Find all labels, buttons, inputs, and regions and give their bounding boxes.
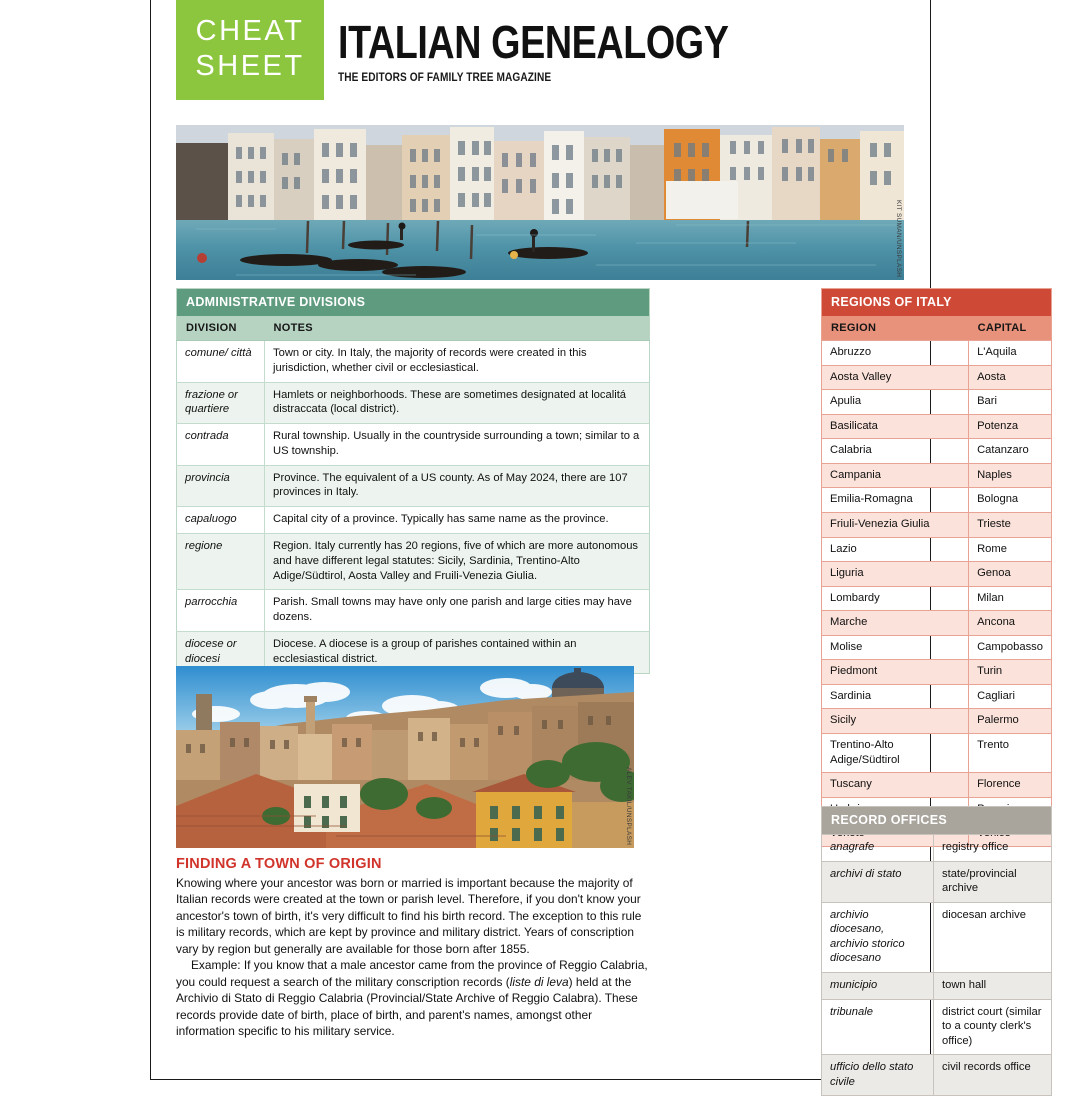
article-paragraph-2 <box>176 957 652 1039</box>
table-row <box>177 424 650 466</box>
table-row <box>822 861 1052 902</box>
region-name: Trentino-Alto Adige/Südtirol <box>822 734 969 773</box>
table-row <box>177 341 650 383</box>
region-name: Marche <box>822 611 969 636</box>
table-row <box>822 773 1052 798</box>
region-capital: L'Aquila <box>969 341 1052 366</box>
para2-italic-term: liste di leva <box>509 974 569 989</box>
table-row <box>822 684 1052 709</box>
article-section <box>176 856 652 1040</box>
admin-term: regione <box>177 534 265 590</box>
admin-note: Province. The equivalent of a US county. As of May 2024, there are 107 provinces in Italy. <box>265 465 650 507</box>
table-row <box>822 972 1052 999</box>
page-title: ITALIAN GENEALOGY <box>338 16 729 68</box>
region-capital: Palermo <box>969 709 1052 734</box>
regions-col-capital: CAPITAL <box>969 316 1052 341</box>
table-title-row <box>822 807 1052 835</box>
region-capital: Potenza <box>969 414 1052 439</box>
region-name: Sardinia <box>822 684 969 709</box>
table-row <box>822 635 1052 660</box>
admin-note: Rural township. Usually in the countryside surrounding a town; similar to a US township. <box>265 424 650 466</box>
region-name: Campania <box>822 463 969 488</box>
table-row <box>822 341 1052 366</box>
admin-note: Hamlets or neighborhoods. These are sometimes designated at localitá distraccata (local district). <box>265 382 650 424</box>
region-capital: Genoa <box>969 562 1052 587</box>
table-header-row <box>177 316 650 341</box>
article-paragraph-1: Knowing where your ancestor was born or married is important because the majority of Italian records were created at the town or parish level. Therefore, if you don't know your ancestor's town of birth, it's very difficult to find his birth record. The exception to this rule is military records, which are kept by province and military district. Years of conscription vary by region but generally are available for those born after 1855. <box>176 876 642 956</box>
admin-table-title: ADMINISTRATIVE DIVISIONS <box>177 289 650 317</box>
table-row <box>177 534 650 590</box>
office-term: ufficio dello stato civile <box>822 1055 934 1096</box>
badge-line-2: SHEET <box>195 50 305 82</box>
region-capital: Rome <box>969 537 1052 562</box>
region-name: Tuscany <box>822 773 969 798</box>
region-capital: Milan <box>969 586 1052 611</box>
table-row <box>822 365 1052 390</box>
table-title-row <box>822 289 1052 317</box>
cheat-sheet-badge <box>176 0 324 100</box>
admin-note: Region. Italy currently has 20 regions, five of which are more autonomous and have different legal statutes: Sicily, Sardinia, Trentino-Alto Adige/Südtirol, Aosta Valley and Fruili-Venezia Giulia. <box>265 534 650 590</box>
region-name: Apulia <box>822 390 969 415</box>
region-capital: Turin <box>969 660 1052 685</box>
region-capital: Florence <box>969 773 1052 798</box>
region-name: Aosta Valley <box>822 365 969 390</box>
region-name: Emilia-Romagna <box>822 488 969 513</box>
table-row <box>822 512 1052 537</box>
table-row <box>822 709 1052 734</box>
table-row <box>822 414 1052 439</box>
venice-photo-credit: KIT SUMAN/UNSPLASH <box>895 199 902 277</box>
regions-table-title: REGIONS OF ITALY <box>822 289 1052 317</box>
office-term: municipio <box>822 972 934 999</box>
record-offices-table <box>821 806 1052 1096</box>
table-row <box>177 382 650 424</box>
hill-town-photo-art <box>176 666 634 848</box>
italian-hill-town-photo <box>176 666 634 848</box>
article-heading: FINDING A TOWN OF ORIGIN <box>176 856 382 872</box>
admin-term: frazione or quartiere <box>177 382 265 424</box>
table-row <box>822 999 1052 1055</box>
admin-term: contrada <box>177 424 265 466</box>
table-row <box>822 562 1052 587</box>
table-row <box>822 1055 1052 1096</box>
office-meaning: town hall <box>934 972 1052 999</box>
table-row <box>177 465 650 507</box>
admin-note: Capital city of a province. Typically has same name as the province. <box>265 507 650 534</box>
admin-term: provincia <box>177 465 265 507</box>
admin-term: comune/ città <box>177 341 265 383</box>
siena-photo-credit: ALEV TAKIL/UNSPLASH <box>625 766 632 845</box>
para2-part-b: ) held at the Archivio di Stato di Reggio Calabria (Provincial/State Archive of Reggio Calabra). These records provide date of birth, place of birth, and parent's names, amongst other information specific to his military service. <box>176 974 638 1039</box>
office-meaning: state/provincial archive <box>934 861 1052 902</box>
badge-line-1: CHEAT <box>195 14 305 47</box>
region-capital: Trento <box>969 734 1052 773</box>
table-title-row <box>177 289 650 317</box>
table-row <box>822 902 1052 972</box>
region-capital: Ancona <box>969 611 1052 636</box>
administrative-divisions-table <box>176 288 650 674</box>
cheat-sheet-page <box>150 0 1043 1088</box>
table-row <box>822 586 1052 611</box>
admin-col-division: DIVISION <box>177 316 265 341</box>
region-name: Molise <box>822 635 969 660</box>
venice-photo-art <box>176 125 904 280</box>
region-capital: Catanzaro <box>969 439 1052 464</box>
admin-col-notes: NOTES <box>265 316 650 341</box>
admin-note: Diocese. A diocese is a group of parishes contained within an ecclesiastical district. <box>265 631 650 673</box>
page-subtitle: THE EDITORS OF FAMILY TREE MAGAZINE <box>338 72 552 85</box>
office-meaning: diocesan archive <box>934 902 1052 972</box>
table-row <box>822 660 1052 685</box>
admin-note: Town or city. In Italy, the majority of records were created in this jurisdiction, whether civil or ecclesiastical. <box>265 341 650 383</box>
admin-term: diocese or diocesi <box>177 631 265 673</box>
region-name: Lazio <box>822 537 969 562</box>
office-term: archivi di stato <box>822 861 934 902</box>
office-term: anagrafe <box>822 835 934 862</box>
office-meaning: civil records office <box>934 1055 1052 1096</box>
title-block <box>338 18 814 84</box>
admin-note: Parish. Small towns may have only one parish and large cities may have dozens. <box>265 590 650 632</box>
region-name: Lombardy <box>822 586 969 611</box>
region-capital: Cagliari <box>969 684 1052 709</box>
region-name: Sicily <box>822 709 969 734</box>
region-name: Abruzzo <box>822 341 969 366</box>
region-capital: Aosta <box>969 365 1052 390</box>
table-row <box>822 611 1052 636</box>
region-name: Friuli-Venezia Giulia <box>822 512 969 537</box>
office-term: archivio diocesano, archivio storico diocesano <box>822 902 934 972</box>
table-row <box>822 439 1052 464</box>
table-row <box>822 463 1052 488</box>
table-row <box>822 537 1052 562</box>
regions-of-italy-table <box>821 288 1052 847</box>
region-name: Calabria <box>822 439 969 464</box>
table-row <box>822 835 1052 862</box>
para2-part-a: Example: If you know that a male ancestor came from the province of Reggio Calabria, you could request a search of the military conscription records ( <box>176 958 648 989</box>
regions-col-region: REGION <box>822 316 969 341</box>
table-row <box>822 488 1052 513</box>
region-capital: Campobasso <box>969 635 1052 660</box>
region-capital: Trieste <box>969 512 1052 537</box>
admin-term: parrocchia <box>177 590 265 632</box>
region-name: Piedmont <box>822 660 969 685</box>
table-header-row <box>822 316 1052 341</box>
office-term: tribunale <box>822 999 934 1055</box>
table-row <box>177 590 650 632</box>
region-capital: Bari <box>969 390 1052 415</box>
region-name: Liguria <box>822 562 969 587</box>
table-row <box>822 734 1052 773</box>
region-capital: Bologna <box>969 488 1052 513</box>
offices-table-title: RECORD OFFICES <box>822 807 1052 835</box>
venice-canal-photo <box>176 125 904 280</box>
office-meaning: registry office <box>934 835 1052 862</box>
page-header <box>151 0 930 118</box>
table-row <box>177 507 650 534</box>
admin-term: capaluogo <box>177 507 265 534</box>
region-capital: Naples <box>969 463 1052 488</box>
region-name: Basilicata <box>822 414 969 439</box>
table-row <box>822 390 1052 415</box>
office-meaning: district court (similar to a county clerk's office) <box>934 999 1052 1055</box>
